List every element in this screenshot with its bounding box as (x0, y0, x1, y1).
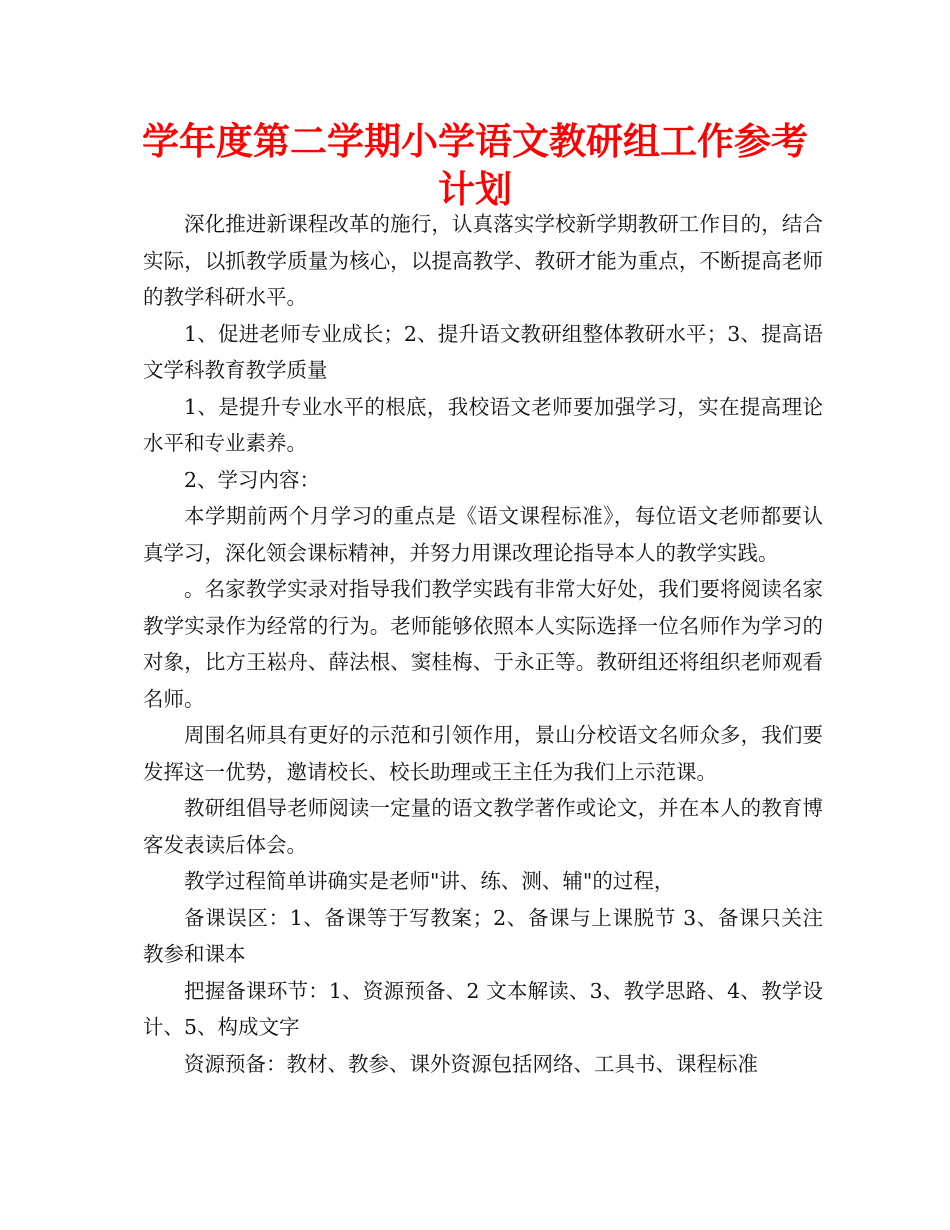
paragraph-prep-steps: 把握备课环节：1、资源预备、2 文本解读、3、教学思路、4、教学设计、5、构成文字 (143, 978, 823, 1039)
paragraph-local-teachers: 周围名师具有更好的示范和引领作用，景山分校语文名师众多，我们要发挥这一优势，邀请校长、校长助理或王主任为我们上示范课。 (143, 723, 823, 784)
paragraph-famous-teachers: 。名家教学实录对指导我们教学实践有非常大好处，我们要将阅读名家教学实录作为经常的行为。老师能够依照本人实际选择一位名师作为学习的对象，比方王崧舟、薛法根、窦桂梅、于永正等。教研组还将组织老师观看名师。 (143, 577, 823, 711)
paragraph-curriculum-standard: 本学期前两个月学习的重点是《语文课程标准》，每位语文老师都要认真学习，深化领会课标精神，并努力用课改理论指导本人的教学实践。 (143, 504, 823, 565)
paragraph-goals: 1、促进老师专业成长；2、提升语文教研组整体教研水平；3、提高语文学科教育教学质量 (143, 321, 823, 382)
paragraph-prep-mistakes: 备课误区：1、备课等于写教案；2、备课与上课脱节 3、备课只关注教参和课本 (143, 905, 823, 966)
paragraph-reading: 教研组倡导老师阅读一定量的语文教学著作或论文，并在本人的教育博客发表读后体会。 (143, 796, 823, 857)
paragraph-study-foundation: 1、是提升专业水平的根底，我校语文老师要加强学习，实在提高理论水平和专业素养。 (143, 394, 823, 455)
document-title-line-2: 计划 (438, 168, 512, 211)
document-title-line-1: 学年度第二学期小学语文教研组工作参考 (142, 120, 808, 163)
paragraph-study-content-heading: 2、学习内容： (184, 467, 321, 492)
paragraph-resources: 资源预备：教材、教参、课外资源包括网络、工具书、课程标准 (184, 1051, 758, 1076)
paragraph-intro: 深化推进新课程改革的施行，认真落实学校新学期教研工作目的，结合实际，以抓教学质量为核心，以提高教学、教研才能为重点，不断提高老师的教学科研水平。 (143, 212, 823, 309)
paragraph-teaching-process: 教学过程简单讲确实是老师"讲、练、测、辅"的过程， (184, 869, 675, 893)
document-body (143, 206, 823, 1082)
